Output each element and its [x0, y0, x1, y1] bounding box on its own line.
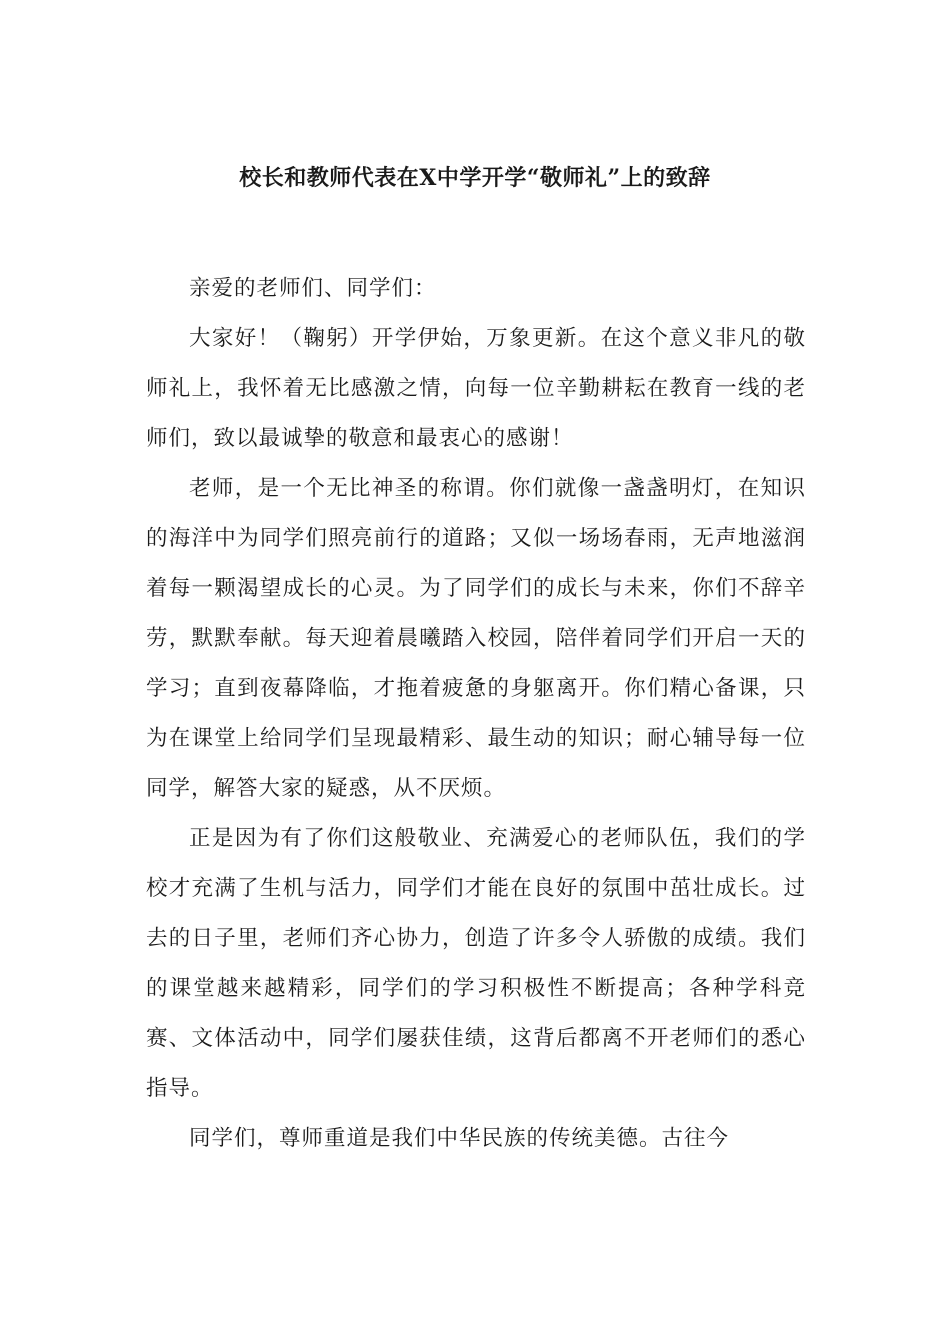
paragraph-greeting: 大家好！（鞠躬）开学伊始，万象更新。在这个意义非凡的敬师礼上，我怀着无比感激之情，向每一位辛勤耕耘在教育一线的老师们，致以最诚挚的敬意和最衷心的感谢！: [146, 326, 806, 451]
salutation: 亲爱的老师们、同学们：: [189, 276, 437, 301]
document-title: 校长和教师代表在X中学开学“敬师礼”上的致辞: [239, 165, 711, 191]
document-body: [146, 264, 806, 1164]
paragraph-school-achievements: 正是因为有了你们这般敬业、充满爱心的老师队伍，我们的学校才充满了生机与活力，同学们才能在良好的氛围中茁壮成长。过去的日子里，老师们齐心协力，创造了许多令人骄傲的成绩。我们的课堂越来越精彩，同学们的学习积极性不断提高；各种学科竞赛、文体活动中，同学们屡获佳绩，这背后都离不开老师们的悉心指导。: [146, 826, 806, 1101]
paragraph-students: 同学们，尊师重道是我们中华民族的传统美德。古往今: [189, 1126, 730, 1151]
paragraph-teacher-praise: 老师，是一个无比神圣的称谓。你们就像一盏盏明灯，在知识的海洋中为同学们照亮前行的道路；又似一场场春雨，无声地滋润着每一颗渴望成长的心灵。为了同学们的成长与未来，你们不辞辛劳，默默奉献。每天迎着晨曦踏入校园，陪伴着同学们开启一天的学习；直到夜幕降临，才拖着疲惫的身躯离开。你们精心备课，只为在课堂上给同学们呈现最精彩、最生动的知识；耐心辅导每一位同学，解答大家的疑惑，从不厌烦。: [146, 476, 806, 801]
